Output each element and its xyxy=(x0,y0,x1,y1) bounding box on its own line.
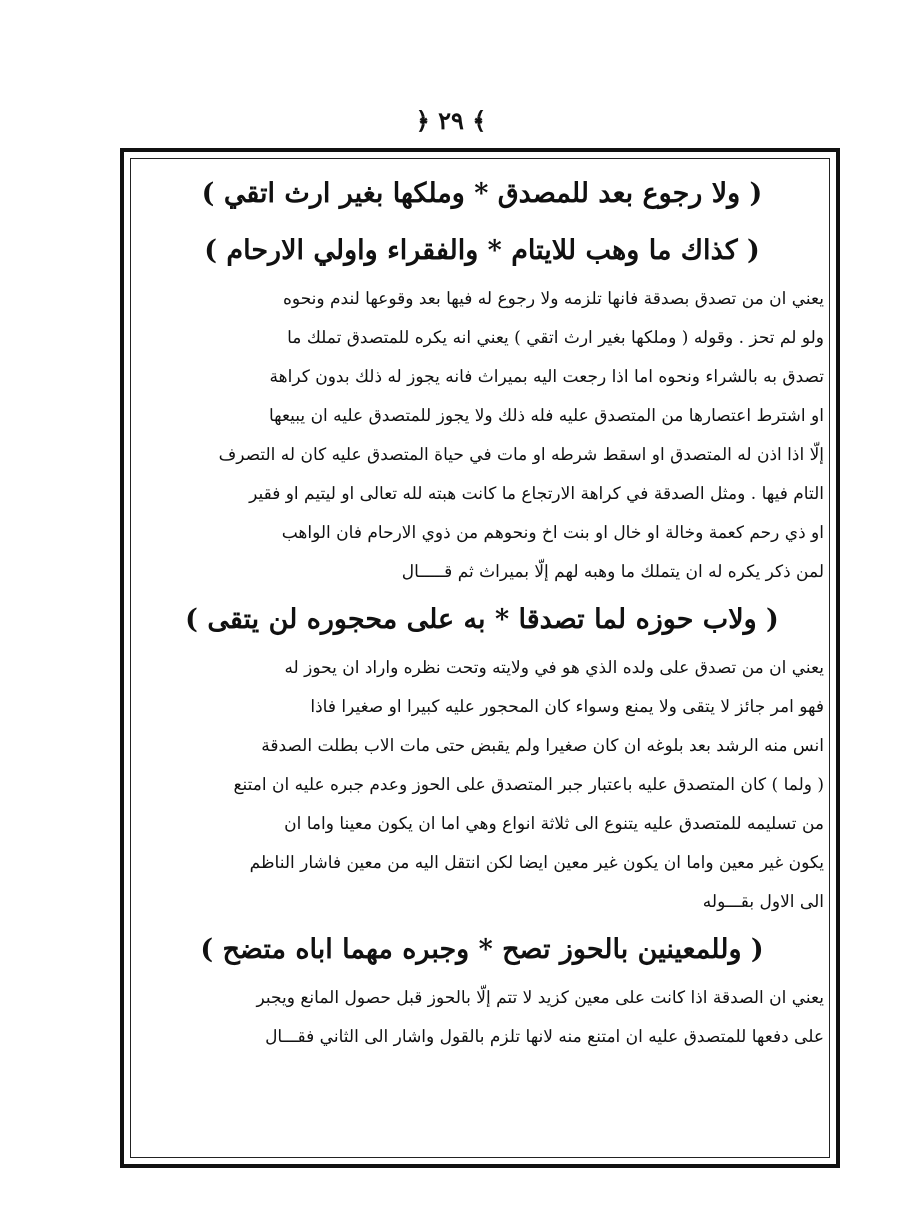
commentary-line: فهو امر جائز لا يتقى ولا يمنع وسواء كان المحجور عليه كبيرا او صغيرا فاذا xyxy=(310,696,824,717)
commentary-line: يعني ان من تصدق بصدقة فانها تلزمه ولا رجوع له فيها بعد وقوعها لندم ونحوه xyxy=(283,288,824,309)
commentary-line: انس منه الرشد بعد بلوغه ان كان صغيرا ولم يقبض حتى مات الاب بطلت الصدقة xyxy=(261,735,824,756)
commentary-line: يعني ان الصدقة اذا كانت على معين كزيد لا تتم إلّا بالحوز قبل حصول المانع ويجبر xyxy=(256,987,824,1008)
verse-line: ( ولا رجوع بعد للمصدق * وملكها بغير ارث اتقي ) xyxy=(201,178,763,209)
commentary-line: الى الاول بقـــوله xyxy=(702,891,824,912)
verse-line: ( وللمعينين بالحوز تصح * وجبره مهما اباه متضح ) xyxy=(200,934,764,965)
commentary-line: إلّا اذا اذن له المتصدق او اسقط شرطه او مات في حياة المتصدق عليه كان له التصرف xyxy=(218,444,824,465)
commentary-line: يعني ان من تصدق على ولده الذي هو في ولايته وتحت نظره واراد ان يحوز له xyxy=(284,657,824,678)
commentary-line: تصدق به بالشراء ونحوه اما اذا رجعت اليه بميراث فانه يجوز له ذلك بدون كراهة xyxy=(269,366,824,387)
commentary-line: ولو لم تحز . وقوله ( وملكها بغير ارث اتقي ) يعني انه يكره للمتصدق تملك ما xyxy=(287,327,824,348)
commentary-line: لمن ذكر يكره له ان يتملك ما وهبه لهم إلّا بميراث ثم قـــــال xyxy=(401,561,824,582)
commentary-line: على دفعها للمتصدق عليه ان امتنع منه لانها تلزم بالقول واشار الى الثاني فقـــال xyxy=(265,1026,824,1047)
commentary-line: من تسليمه للمتصدق عليه يتنوع الى ثلاثة انواع وهي اما ان يكون معينا واما ان xyxy=(284,813,824,834)
commentary-line: ( ولما ) كان المتصدق عليه باعتبار جبر المتصدق على الحوز وعدم جبره عليه ان امتنع xyxy=(233,774,824,795)
page-content xyxy=(140,165,824,1150)
verse-line: ( كذاك ما وهب للايتام * والفقراء واولي الارحام ) xyxy=(204,235,760,266)
commentary-line: التام فيها . ومثل الصدقة في كراهة الارتجاع ما كانت هبته لله تعالى او ليتيم او فقير xyxy=(249,483,824,504)
commentary-line: او اشترط اعتصارها من المتصدق عليه فله ذلك ولا يجوز للمتصدق عليه ان يبيعها xyxy=(268,405,824,426)
verse-line: ( ولاب حوزه لما تصدقا * به على محجوره لن يتقى ) xyxy=(185,604,779,635)
commentary-line: يكون غير معين واما ان يكون غير معين ايضا لكن انتقل اليه من معين فاشار الناظم xyxy=(249,852,824,873)
page-number: ﴿ ٢٩ ﴾ xyxy=(415,106,487,135)
commentary-line: او ذي رحم كعمة وخالة او خال او بنت اخ ونحوهم من ذوي الارحام فان الواهب xyxy=(281,522,824,543)
